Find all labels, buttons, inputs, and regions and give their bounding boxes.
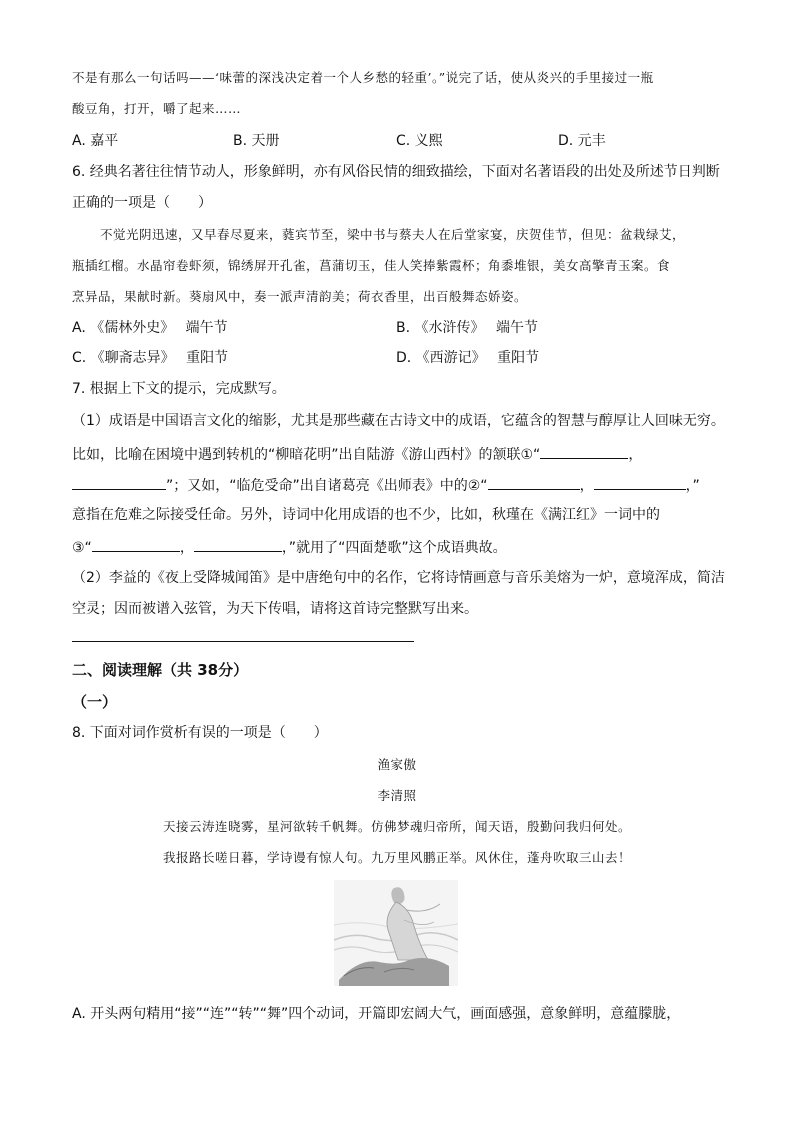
blank-2b[interactable] [594,474,686,490]
q5-text-line-1: 不是有那么一句话吗——‘味蕾的深浅决定着一个人乡愁的轻重’。”说完了话，使从炎兴的手里接过一瓶 [72,70,654,85]
q6-option-a: A. 《儒林外史》 端午节 [72,320,228,336]
q6-stem-line-2: 正确的一项是（ ） [72,195,212,211]
q7-p1-line-5 [72,536,507,558]
q5-option-a: A. 嘉平 [72,133,119,149]
q7-p1-line-2-comma: ， [628,447,643,463]
q7-p1-line-3-comma: ， [579,478,594,494]
q5-text-line-2: 酸豆角，打开，嚼了起来…… [72,101,242,116]
q6-quote-line-1: 不觉光阴迅速，又早春尽夏来，蕤宾节至，梁中书与蔡夫人在后堂家宴，庆贺佳节，但见：盆栽绿艾， [100,227,686,242]
q6-quote-line-3: 烹异品，果献时新。葵扇风中，奏一派声清韵美；荷衣香里，出百般舞态娇姿。 [72,289,528,304]
q6-option-b: B. 《水浒传》 端午节 [396,320,538,336]
q7-p1-line-3-end: ，” [685,478,700,494]
q7-p1-line-5-start: ③“ [72,540,92,556]
q7-p1-line-5-end: ，”就用了“四面楚歌”这个成语典故。 [281,540,507,556]
poem-line-1: 天接云涛连晓雾，星河欲转千帆舞。仿佛梦魂归帝所，闻天语，殷勤问我归何处。 [162,819,631,834]
q7-p2-line-1: （2）李益的《夜上受降城闻笛》是中唐绝句中的名作，它将诗情画意与音乐美熔为一炉，意境浑成，简洁 [72,570,725,586]
blank-3a[interactable] [92,536,180,552]
blank-1b[interactable] [72,474,166,490]
q5-option-b: B. 天册 [233,133,280,149]
q7-stem: 7. 根据上下文的提示，完成默写。 [72,381,286,397]
poem-line-2: 我报路长嗟日暮，学诗谩有惊人句。九万里风鹏正举。风休住，蓬舟吹取三山去！ [162,850,631,865]
blank-3b[interactable] [194,536,282,552]
poem-illustration [334,880,458,986]
q7-p1-line-3-text: ”；又如，“临危受命”出自诸葛亮《出师表》中的②“ [166,478,488,494]
poem-title: 渔家傲 [377,757,417,772]
q5-option-d: D. 元丰 [558,133,606,149]
q7-p1-line-3 [72,474,700,496]
q7-p1-line-2 [72,443,642,465]
q5-option-c: C. 义熙 [396,133,443,149]
q6-quote-line-2: 瓶插红榴。水晶帘卷虾须，锦绣屏开孔雀，菖蒲切玉，佳人笑捧紫霞杯；角黍堆银，美女高擎青玉案。食 [72,258,671,273]
q8-stem: 8. 下面对词作赏析有误的一项是（ ） [72,725,328,741]
blank-1a[interactable] [540,443,628,459]
q6-stem-line-1: 6. 经典名著往往情节动人，形象鲜明，亦有风俗民情的细致描绘，下面对名著语段的出处及所述节日判断 [72,164,720,180]
q7-p1-line-2-text: 比如，比喻在困境中遇到转机的“柳暗花明”出自陆游《游山西村》的颔联①“ [72,447,541,463]
poem-author: 李清照 [377,788,417,803]
q7-p1-line-4: 意指在危难之际接受任命。另外，诗词中化用成语的也不少，比如，秋瑾在《满江红》一词中的 [72,507,660,523]
answer-line[interactable] [72,641,414,642]
q6-option-d: D. 《西游记》 重阳节 [396,350,540,366]
q7-p1-line-5-comma: ， [179,540,194,556]
q7-p2-line-2: 空灵；因而被谱入弦管，为天下传唱，请将这首诗完整默写出来。 [72,601,478,617]
subsection-heading: （一） [72,693,118,711]
q8-option-a: A. 开头两句精用“接”“连”“转”“舞”四个动词，开篇即宏阔大气，画面感强，意象鲜明，意蕴朦胧， [72,1006,681,1022]
q7-p1-line-1: （1）成语是中国语言文化的缩影，尤其是那些藏在古诗文中的成语，它蕴含的智慧与醇厚让人回味无穷。 [72,413,725,429]
q6-option-c: C. 《聊斋志异》 重阳节 [72,350,229,366]
blank-2a[interactable] [488,474,580,490]
section-heading: 二、阅读理解（共 38分） [72,661,249,679]
